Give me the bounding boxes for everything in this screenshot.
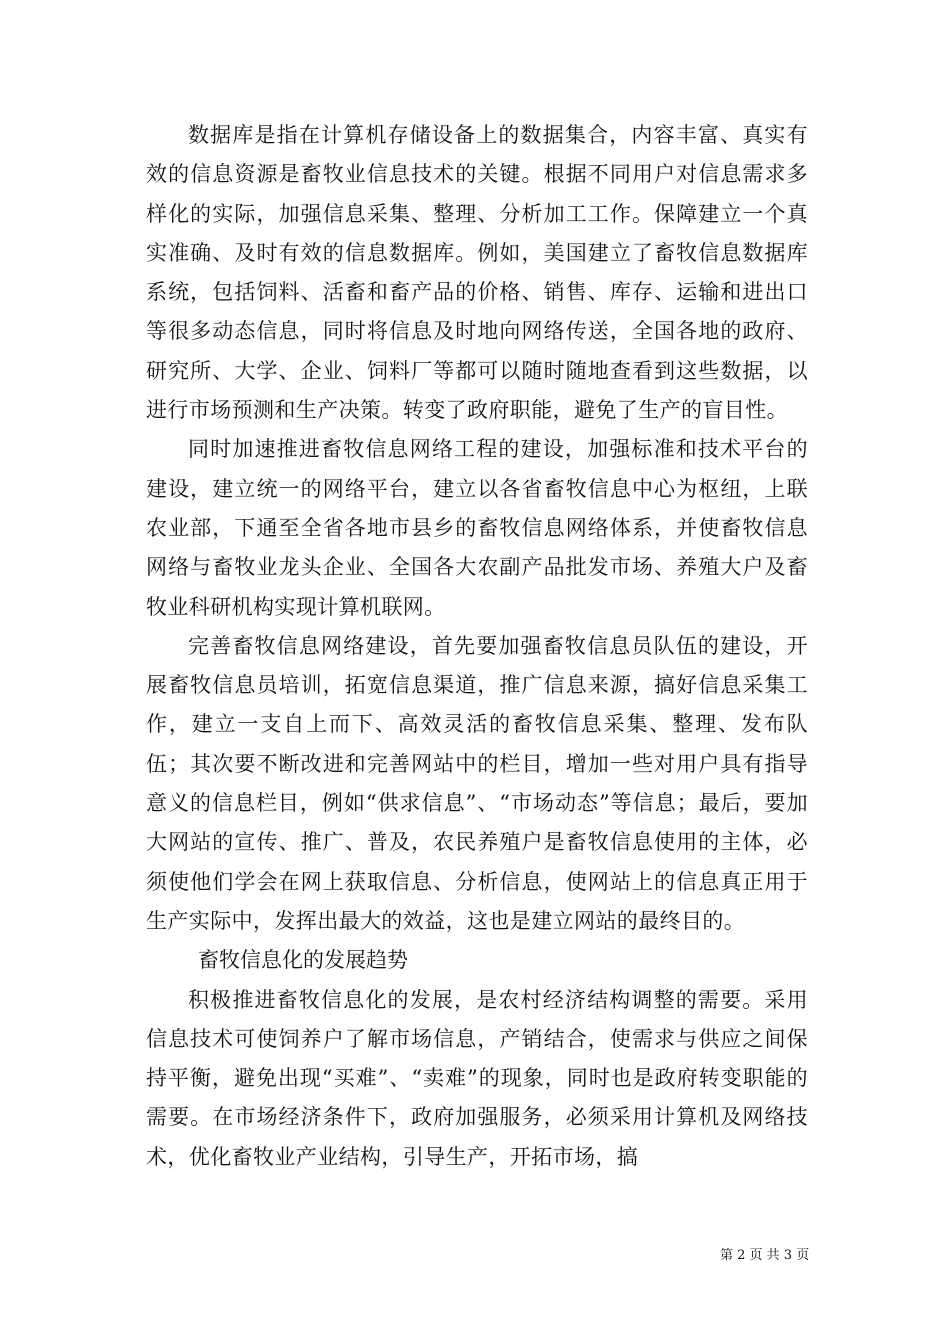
section-heading: 畜牧信息化的发展趋势	[198, 948, 408, 973]
document-body	[146, 116, 808, 1177]
page-number-footer: 第 2 页 共 3 页	[720, 1248, 810, 1263]
paragraph-database: 数据库是指在计算机存储设备上的数据集合，内容丰富、真实有效的信息资源是畜牧业信息技术的关键。根据不同用户对信息需求多样化的实际，加强信息采集、整理、分析加工工作。保障建立一个真实准确、及时有效的信息数据库。例如，美国建立了畜牧信息数据库系统，包括饲料、活畜和畜产品的价格、销售、库存、运输和进出口等很多动态信息，同时将信息及时地向网络传送，全国各地的政府、研究所、大学、企业、饲料厂等都可以随时随地查看到这些数据，以进行市场预测和生产决策。转变了政府职能，避免了生产的盲目性。	[146, 123, 808, 423]
paragraph-network-engineering: 同时加速推进畜牧信息网络工程的建设，加强标准和技术平台的建设，建立统一的网络平台，建立以各省畜牧信息中心为枢纽，上联农业部，下通至全省各地市县乡的畜牧信息网络体系，并使畜牧信息网络与畜牧业龙头企业、全国各大农副产品批发市场、养殖大户及畜牧业科研机构实现计算机联网。	[146, 437, 808, 619]
paragraph-development-trend: 积极推进畜牧信息化的发展，是农村经济结构调整的需要。采用信息技术可使饲养户了解市场信息，产销结合，使需求与供应之间保持平衡，避免出现“买难”、“卖难”的现象，同时也是政府转变职能的需要。在市场经济条件下，政府加强服务，必须采用计算机及网络技术，优化畜牧业产业结构，引导生产，开拓市场，搞	[146, 987, 808, 1169]
paragraph-network-construction: 完善畜牧信息网络建设，首先要加强畜牧信息员队伍的建设，开展畜牧信息员培训，拓宽信息渠道，推广信息来源，搞好信息采集工作，建立一支自上而下、高效灵活的畜牧信息采集、整理、发布队伍；其次要不断改进和完善网站中的栏目，增加一些对用户具有指导意义的信息栏目，例如“供求信息”、“市场动态”等信息；最后，要加大网站的宣传、推广、普及，农民养殖户是畜牧信息使用的主体，必须使他们学会在网上获取信息、分析信息，使网站上的信息真正用于生产实际中，发挥出最大的效益，这也是建立网站的最终目的。	[146, 633, 808, 933]
